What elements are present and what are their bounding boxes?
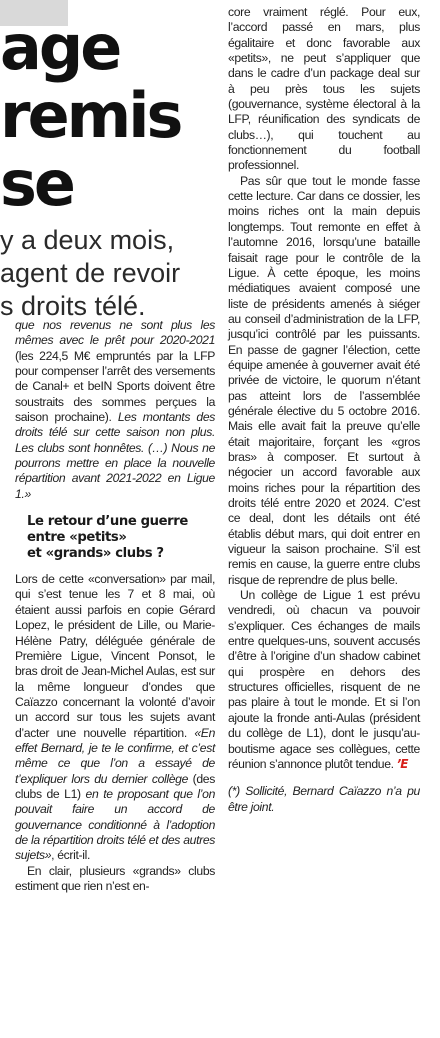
text-fragment: (des clubs de L1): [15, 771, 215, 801]
text-fragment: , écrit-il.: [51, 848, 90, 863]
standfirst-line-3: s droits télé.: [0, 291, 146, 321]
quote-fragment: «En effet Bernard, je te le confirme, et c’est même ce que l’on a essayé de t’expliquer lors du dernier collège: [15, 725, 215, 786]
right-paragraph-1: core vraiment réglé. Pour eux, l’accord passé en mars, plus égalitaire et donc favorable aux «petits», ne peut s’appliquer que dans le cadre d’un package deal sur à peu près tous les sujets (gouvernance, système électoral à la LFP, réunification des syndicats de clubs…), qui touchent au fonctionnement du football professionnel.: [228, 5, 420, 173]
standfirst-line-2: agent de revoir: [0, 258, 181, 288]
headline-line-3: se: [0, 147, 73, 220]
text-fragment: Lors de cette «conversation» par mail, qui s’est tenue les 7 et 8 mai, où étaient aussi parfois en copie Gérard Lopez, le président de Lille, ou Marie-Hélène Patry, déléguée générale de Première Ligue, Vincent Ponsot, le bras droit de Jean-Michel Aulas, est sur la même longueur d’ondes que Caïazzo concernant la volonté d’avoir un accord sur tous les sujets avant d’acter une nouvelle répartition.: [15, 572, 215, 740]
headline-line-2: remis: [0, 79, 181, 152]
article-column-left: [15, 318, 215, 894]
quote-fragment: que nos revenus ne sont plus les mêmes avec le prêt pour 2020-2021: [15, 318, 215, 348]
subheading: [15, 514, 215, 562]
signature-logo: ’E: [396, 756, 408, 771]
footnote: [228, 784, 420, 815]
article-column-right: [228, 5, 420, 815]
subheading-line-1: Le retour d’une guerre: [27, 514, 188, 530]
quote-fragment: en te proposant que l’on pouvait faire un accord de gouvernance conditionné à l’adoption de la répartition droits télé et des autres sujets»: [15, 786, 215, 863]
text-fragment: (les 224,5 M€ empruntés par la LFP pour compenser l’arrêt des versements de Canal+ et beIN Sports doivent être soustraits des sommes perçues la saison prochaine).: [15, 348, 215, 425]
right-paragraph-2: Pas sûr que tout le monde fasse cette lecture. Car dans ce dossier, les moins riches ont la main depuis longtemps. Tout remonte en effet à l’automne 2016, lorsqu’une bataille faisait rage pour le contrôle de la Ligue. À cette époque, les moins médiatiques avaient composé une liste de présidents amenés à siéger au conseil d’administration de la LFP, jusqu’ici contrôlé par les puissants. En passe de gagner l’élection, cette équipe amenée à gouverner avait été privée de victoire, le quorum n’étant pas atteint lors de l’assemblée générale élective du 5 octobre 2016. Mais elle avait fait la preuve qu’elle était majoritaire, forçant les «gros bras» à composer. Et surtout à négocier un accord favorable aux moins riches pour la répartition des droits télé entre 2020 et 2024. C’est ce deal, dont les détails ont été établis début mars, qui doit entrer en vigueur la saison prochaine. S’il est remis en cause, la guerre entre clubs risque de reprendre de plus belle.: [228, 173, 420, 587]
left-paragraph-1: [15, 318, 215, 502]
headline: [0, 11, 181, 220]
subheading-line-3: et «grands» clubs ?: [27, 546, 164, 562]
standfirst: [0, 224, 180, 323]
left-paragraph-2: [15, 572, 215, 864]
text-fragment: Un collège de Ligue 1 est prévu vendredi, où chacun va pouvoir s’expliquer. Ces échanges de mails entre quelques-uns, souvent accusés d’être à l’origine d’un shadow cabinet qui prospère en dehors des structures officielles, risquent de ne pas plaire à tout le monde. Et si l’on ajoute la fronde anti-Aulas (président du collège de L1), dont le jusqu’au-boutisme agace ses collègues, cette réunion s’annonce plutôt tendue.: [228, 588, 420, 771]
standfirst-line-1: y a deux mois,: [0, 225, 175, 255]
footnote-text: (*) Sollicité, Bernard Caïazzo n’a pu être joint.: [228, 784, 420, 814]
headline-line-1: age: [0, 11, 120, 84]
right-paragraph-3: [228, 588, 420, 772]
subheading-line-2: entre «petits»: [27, 530, 127, 546]
quote-fragment: Les montants des droits télé sur cette saison non plus. Les clubs sont honnêtes. (…) Nous ne pourrons mettre en place la nouvelle répartition avant 2021-2022 en Ligue 1.»: [15, 410, 215, 501]
left-paragraph-3: En clair, plusieurs «grands» clubs estiment que rien n’est en-: [15, 863, 215, 893]
